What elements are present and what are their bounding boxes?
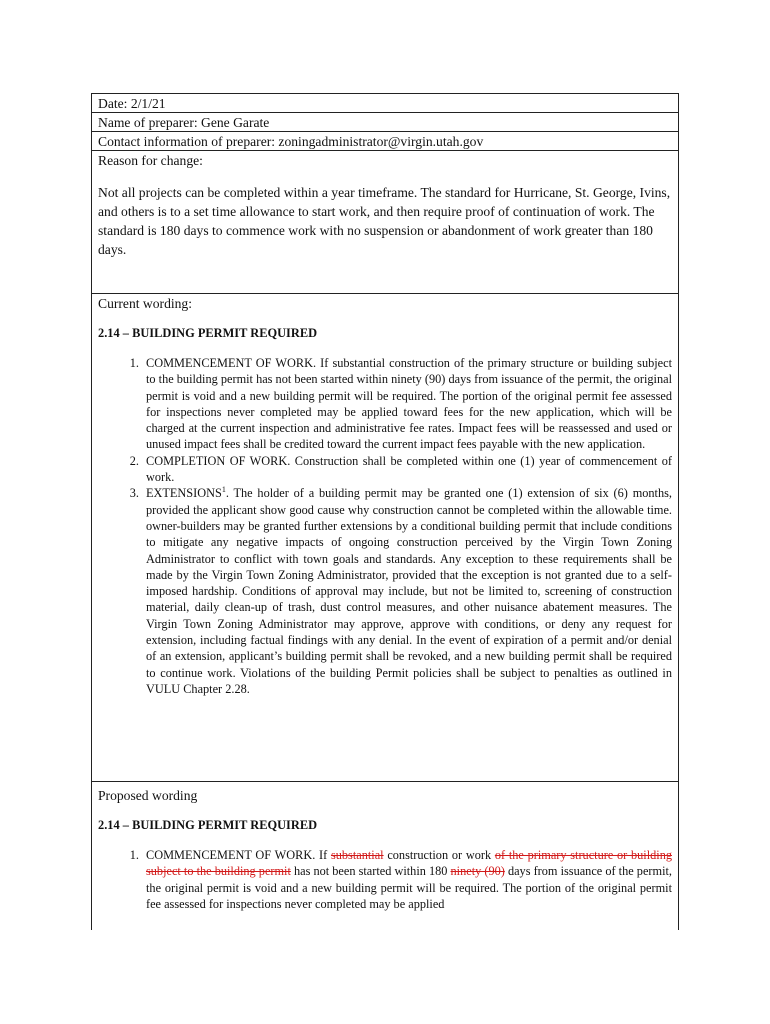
contact-row (92, 132, 678, 151)
current-section-heading: 2.14 – BUILDING PERMIT REQUIRED (98, 326, 318, 340)
current-wording-section (92, 294, 678, 782)
current-items-list (98, 355, 672, 697)
current-item-extensions (142, 485, 672, 697)
contact-text: Contact information of preparer: zoningadministrator@virgin.utah.gov (98, 134, 484, 149)
reason-text: Not all projects can be completed within a year timeframe. The standard for Hurricane, St. George, Ivins, and others is to a set time allowance to start work, and then require proof of continuation of work. The standard is 180 days to commence work with no suspension or abandonment of work greater than 180 days. (98, 185, 671, 257)
change-request-table (91, 93, 679, 930)
proposed-item-commencement (142, 847, 672, 912)
proposed-section-heading: 2.14 – BUILDING PERMIT REQUIRED (98, 818, 318, 832)
reason-label: Reason for change: (98, 153, 203, 168)
date-row (92, 94, 678, 113)
proposed-text-4: days from issuance of the permit, the original permit is void and a new building permit will be required. The portion of the original permit fee assessed for inspections never completed may be applied (146, 864, 672, 911)
current-item-completion: 2. COMPLETION OF WORK. Construction shall be completed within one (1) year of commencement of work. (142, 453, 672, 486)
deleted-text-substantial: substantial (330, 848, 384, 862)
proposed-wording-section (92, 786, 678, 912)
proposed-text-1: COMMENCEMENT OF WORK. If (146, 848, 331, 862)
current-item-commencement: 1. COMMENCEMENT OF WORK. If substantial construction of the primary structure or building subject to the building permit has not been started within ninety (90) days from issuance of the permit, the original permit is void and a new building permit will be required. The portion of the original permit fee assessed for inspections never completed may be applied toward fees for the new application, which will be charged at the current inspection and administrative fee rates. Impact fees will be reassessed and used or unused impact fees shall be credited toward the current impact fees payable with the new application. (142, 355, 672, 453)
footnote-marker: 1 (221, 485, 226, 495)
preparer-row (92, 113, 678, 132)
preparer-text: Name of preparer: Gene Garate (98, 115, 270, 130)
extensions-lead: EXTENSIONS (146, 486, 222, 501)
proposed-text-3: has not been started within 180 (290, 864, 451, 879)
reason-section (92, 151, 678, 294)
proposed-text-2: construction or work (383, 848, 495, 862)
extensions-text: . The holder of a building permit may be granted one (1) extension of six (6) months, provided the applicant show good cause why construction cannot be completed within the allowable time. owner-builders may be granted further extensions by a conditional building permit that include conditions to mitigate any negative impacts of ongoing construction perceived by the Virgin Town Zoning Administrator to conflict with town goals and standards. Any exception to these requirements shall be made by the Virgin Town Zoning Administrator, provided that the exception is not granted due to a self-imposed hardship. Conditions of approval may include, but not be limited to, screening of construction material, daily clean-up of trash, dust control measures, and other nuisance abatement measures. The Virgin Town Zoning Administrator may approve, approve with conditions, or deny any request for extension, including factual findings with any denial. In the event of expiration of a permit and/or denial of an extension, applicant’s building permit shall be revoked, and a new building permit shall be required to continue work. Violations of the building Permit policies shall be subject to penalties as outlined in VULU Chapter 2.28. (146, 486, 672, 696)
proposed-items-list (98, 847, 672, 912)
current-wording-label: Current wording: (98, 296, 193, 311)
deleted-text-ninety: ninety (90) (450, 864, 505, 879)
deleted-text-primary-structure: of the primary structure or building subject to the building permit (146, 848, 672, 879)
date-text: Date: 2/1/21 (98, 96, 166, 111)
proposed-wording-label: Proposed wording (98, 788, 198, 803)
